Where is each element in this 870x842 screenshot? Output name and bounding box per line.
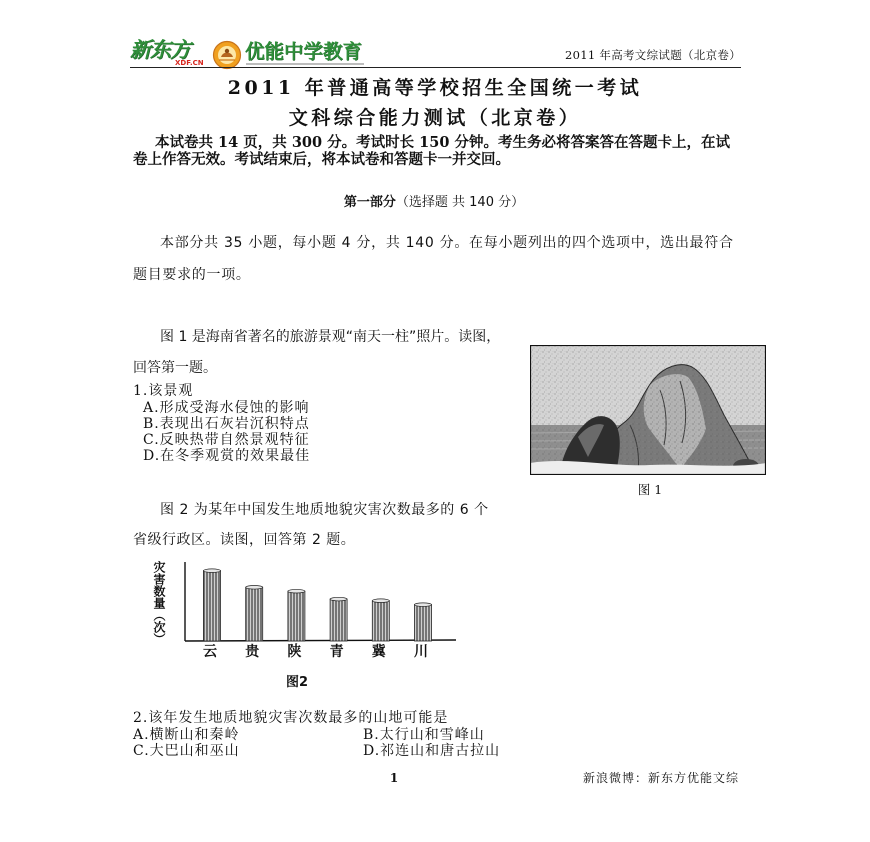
bar-4 bbox=[330, 599, 347, 641]
xdf-logo: 新东方 bbox=[130, 38, 190, 62]
notice-line: 本试卷共 14 页，共 300 分。考试时长 150 分钟。考生务必将答案答在答题卡上，在试 bbox=[155, 134, 730, 151]
category-label-2: 贵 bbox=[245, 644, 260, 660]
figure2-caption: 图2 bbox=[285, 675, 309, 690]
question-1-option-a: A.形成受海水侵蚀的影响 bbox=[143, 400, 310, 416]
category-label-1: 云 bbox=[203, 644, 217, 660]
figure2-intro-line: 图 2 为某年中国发生地质地貌灾害次数最多的 6 个 bbox=[160, 502, 489, 518]
exam-title: 2011 年普通高等学校招生全国统一考试 bbox=[227, 77, 643, 99]
bar-5 bbox=[372, 601, 389, 641]
section-instructions-line: 题目要求的一项。 bbox=[133, 267, 251, 283]
figure2-intro-line: 省级行政区。读图，回答第 2 题。 bbox=[133, 532, 356, 548]
chart-bars bbox=[203, 569, 432, 660]
section-instructions-line: 本部分共 35 小题，每小题 4 分，共 140 分。在每小题列出的四个选项中，选出最符合 bbox=[160, 235, 734, 251]
notice-line: 卷上作答无效。考试结束后，将本试卷和答题卡一并交回。 bbox=[133, 151, 510, 168]
bar-2 bbox=[246, 587, 263, 641]
question-1-option-d: D.在冬季观赏的效果最佳 bbox=[143, 448, 311, 464]
youneng-logo: 优能中学教育 bbox=[245, 40, 363, 63]
bar-top-1 bbox=[204, 569, 221, 573]
bar-top-5 bbox=[372, 599, 389, 603]
section-heading bbox=[0, 194, 868, 212]
logo-underline bbox=[246, 63, 364, 65]
bar-top-3 bbox=[288, 589, 305, 593]
bar-1 bbox=[204, 571, 221, 641]
youneng-emblem-icon bbox=[212, 40, 242, 70]
footer-weibo: 新浪微博：新东方优能文综 bbox=[583, 771, 740, 785]
figure2-bar-chart bbox=[140, 555, 470, 665]
figure1-caption: 图 1 bbox=[637, 482, 663, 497]
question-1-option-c: C.反映热带自然景观特征 bbox=[143, 432, 310, 448]
bar-6 bbox=[415, 605, 432, 641]
bar-top-6 bbox=[415, 603, 432, 607]
question-1-stem: 1.该景观 bbox=[133, 383, 194, 399]
section-detail: （选择题 共 140 分） bbox=[395, 195, 525, 210]
category-label-3: 陕 bbox=[287, 644, 302, 660]
question-2-option-c: C.大巴山和巫山 bbox=[133, 743, 240, 759]
page-number: 1 bbox=[389, 771, 399, 785]
xdf-logo-domain: XDF.CN bbox=[175, 59, 204, 67]
category-label-5: 冀 bbox=[371, 644, 386, 660]
header-exam-name: 2011 年高考文综试题（北京卷） bbox=[564, 48, 741, 62]
figure1-photo bbox=[530, 345, 766, 475]
question-2-option-a: A.横断山和秦岭 bbox=[133, 727, 240, 743]
question-1-option-b: B.表现出石灰岩沉积特点 bbox=[143, 416, 310, 432]
category-label-4: 青 bbox=[329, 644, 344, 660]
question-2-option-b: B.太行山和雪峰山 bbox=[363, 727, 485, 743]
exam-subtitle: 文科综合能力测试（北京卷） bbox=[288, 107, 582, 129]
chart-y-axis-label: 灾害数量（次） bbox=[152, 561, 166, 645]
question-2-option-d: D.祁连山和唐古拉山 bbox=[363, 743, 501, 759]
category-label-6: 川 bbox=[414, 644, 428, 660]
figure1-intro-line: 回答第一题。 bbox=[133, 360, 217, 376]
section-name: 第一部分 bbox=[343, 195, 396, 210]
bar-3 bbox=[288, 591, 305, 641]
question-2-stem: 2.该年发生地质地貌灾害次数最多的山地可能是 bbox=[133, 710, 449, 726]
header-divider bbox=[130, 67, 741, 68]
bar-top-4 bbox=[330, 597, 347, 601]
figure1-intro-line: 图 1 是海南省著名的旅游景观“南天一柱”照片。读图， bbox=[160, 329, 501, 345]
bar-top-2 bbox=[246, 585, 263, 589]
